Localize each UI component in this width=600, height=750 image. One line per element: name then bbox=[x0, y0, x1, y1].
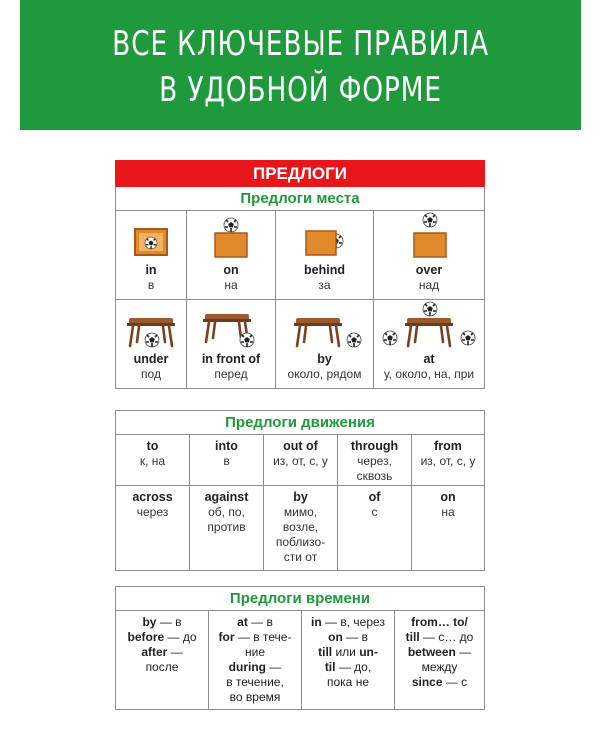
prep-from: from bbox=[434, 439, 462, 453]
time-cell-1 bbox=[116, 611, 209, 710]
motion-cell-into bbox=[190, 435, 264, 486]
prep-over: over bbox=[415, 263, 443, 277]
motion-cell-out-of bbox=[264, 435, 338, 486]
prep-during: during bbox=[228, 660, 266, 674]
motion-cell-across bbox=[116, 486, 190, 571]
motion-cell-to bbox=[116, 435, 190, 486]
balls-at-table-icon bbox=[374, 300, 484, 352]
prep-through: through bbox=[350, 439, 399, 453]
prep-before-translation: — до bbox=[164, 630, 197, 644]
header-banner bbox=[20, 0, 581, 130]
prep-until-part1: un- bbox=[359, 645, 378, 659]
prep-at: at bbox=[423, 352, 435, 366]
ball-over-box-icon bbox=[374, 211, 484, 263]
prep-time-at-translation: — в bbox=[247, 615, 273, 629]
prep-across: across bbox=[132, 490, 173, 504]
prep-through-translation-1: через, bbox=[357, 454, 392, 468]
motion-cell-of bbox=[338, 486, 412, 571]
prep-motion-by-translation-1: мимо, bbox=[283, 505, 318, 519]
prep-into-translation: в bbox=[223, 454, 230, 468]
prep-against: against bbox=[204, 490, 249, 504]
prep-after-translation: после bbox=[145, 660, 179, 674]
motion-cell-against bbox=[190, 486, 264, 571]
time-cell-3 bbox=[302, 611, 395, 710]
ball-in-front-of-table-icon bbox=[187, 300, 275, 352]
prep-since-translation: — с bbox=[442, 675, 468, 689]
prep-motion-by-translation-3: поблизо- bbox=[275, 535, 326, 549]
prep-behind: behind bbox=[304, 263, 345, 277]
prep-out-of-translation: из, от, с, у bbox=[273, 454, 328, 468]
prep-until-translation-cont: пока не bbox=[327, 675, 369, 689]
prep-before: before bbox=[127, 630, 165, 644]
banner-title-line-1: ВСЕ КЛЮЧЕВЫЕ ПРАВИЛА bbox=[112, 24, 489, 64]
place-cell-behind bbox=[276, 211, 374, 300]
motion-cell-on bbox=[412, 486, 485, 571]
banner-title-line-2: В УДОБНОЙ ФОРМЕ bbox=[159, 70, 442, 110]
prep-time-by-translation: — в bbox=[156, 615, 182, 629]
prep-across-translation: через bbox=[136, 505, 169, 519]
prep-of-translation: с bbox=[371, 505, 378, 519]
place-cell-at bbox=[374, 300, 485, 389]
prep-over-translation: над bbox=[418, 278, 440, 292]
prep-time-by: by bbox=[142, 615, 157, 629]
prep-from-till: till bbox=[405, 630, 420, 644]
place-prepositions-table bbox=[115, 160, 485, 389]
ball-on-box-icon bbox=[187, 211, 275, 263]
ball-in-box-icon bbox=[116, 211, 186, 263]
place-cell-on bbox=[187, 211, 276, 300]
time-cell-4 bbox=[395, 611, 485, 710]
time-prepositions-table bbox=[115, 586, 485, 710]
prep-on: on bbox=[223, 263, 239, 277]
motion-cell-from bbox=[412, 435, 485, 486]
prep-between-dash: — bbox=[455, 645, 472, 659]
prep-motion-by-translation-2: возле, bbox=[282, 520, 319, 534]
prep-on-translation: на bbox=[224, 278, 238, 292]
prep-through-translation-2: сквозь bbox=[356, 469, 393, 483]
prep-behind-translation: за bbox=[318, 278, 331, 292]
prep-from-translation: из, от, с, у bbox=[420, 454, 476, 468]
prep-after-dash: — bbox=[167, 645, 183, 659]
prep-against-translation-1: об, по, bbox=[208, 505, 245, 519]
prep-time-on-translation: — в bbox=[342, 630, 368, 644]
prep-motion-by-translation-4: сти от bbox=[283, 550, 318, 564]
motion-prepositions-table bbox=[115, 410, 485, 571]
prep-to-translation: к, на bbox=[139, 454, 166, 468]
ball-behind-box-icon bbox=[276, 211, 373, 263]
prep-for-translation-cont: ние bbox=[244, 645, 265, 659]
prep-time-in-translation: — в, через bbox=[321, 615, 385, 629]
prep-under: under bbox=[133, 352, 169, 366]
prep-during-dash: — bbox=[265, 660, 282, 674]
ball-by-table-icon bbox=[276, 300, 373, 352]
time-cell-2 bbox=[209, 611, 302, 710]
prep-by: by bbox=[317, 352, 332, 366]
motion-cell-through bbox=[338, 435, 412, 486]
prep-till: till bbox=[318, 645, 333, 659]
prep-time-in: in bbox=[311, 615, 322, 629]
prep-into: into bbox=[215, 439, 238, 453]
prep-at-translation: у, около, на, при bbox=[383, 367, 475, 381]
prep-motion-on-translation: на bbox=[441, 505, 455, 519]
prep-of: of bbox=[368, 490, 381, 504]
prep-during-translation-1: в течение, bbox=[226, 675, 284, 689]
prep-out-of: out of bbox=[283, 439, 318, 453]
prep-after: after bbox=[141, 645, 168, 659]
prep-in-translation: в bbox=[147, 278, 155, 292]
place-cell-over bbox=[374, 211, 485, 300]
prep-since: since bbox=[411, 675, 443, 689]
prep-for-translation: — в тече- bbox=[234, 630, 292, 644]
prep-to: to bbox=[146, 439, 159, 453]
prep-against-translation-2: против bbox=[207, 520, 246, 534]
prep-by-translation: около, рядом bbox=[287, 367, 362, 381]
place-cell-under bbox=[116, 300, 187, 389]
prep-time-at: at bbox=[237, 615, 248, 629]
prepositions-title: ПРЕДЛОГИ bbox=[116, 161, 485, 187]
prep-motion-on: on bbox=[440, 490, 456, 504]
place-cell-in bbox=[116, 211, 187, 300]
ball-under-table-icon bbox=[116, 300, 186, 352]
motion-cell-by bbox=[264, 486, 338, 571]
prep-in-front-of: in front of bbox=[201, 352, 261, 366]
motion-title: Предлоги движения bbox=[116, 411, 485, 435]
place-cell-in-front-of bbox=[187, 300, 276, 389]
prep-until-translation: — до, bbox=[335, 660, 372, 674]
prep-in: in bbox=[145, 263, 157, 277]
place-cell-by bbox=[276, 300, 374, 389]
time-title: Предлоги времени bbox=[116, 587, 485, 611]
prep-until-part2: til bbox=[324, 660, 336, 674]
prep-till-or: или bbox=[332, 645, 360, 659]
prep-between: between bbox=[407, 645, 456, 659]
prep-from-to: from… to/ bbox=[411, 615, 468, 629]
prep-from-to-translation: — с… до bbox=[419, 630, 474, 644]
prep-in-front-of-translation: перед bbox=[214, 367, 248, 381]
prep-during-translation-2: во время bbox=[229, 690, 281, 704]
prep-time-on: on bbox=[328, 630, 343, 644]
place-subtitle: Предлоги места bbox=[116, 187, 485, 211]
prep-for: for bbox=[218, 630, 235, 644]
prep-under-translation: под bbox=[141, 367, 161, 381]
prep-motion-by: by bbox=[293, 490, 308, 504]
prep-between-translation: между bbox=[421, 660, 458, 674]
